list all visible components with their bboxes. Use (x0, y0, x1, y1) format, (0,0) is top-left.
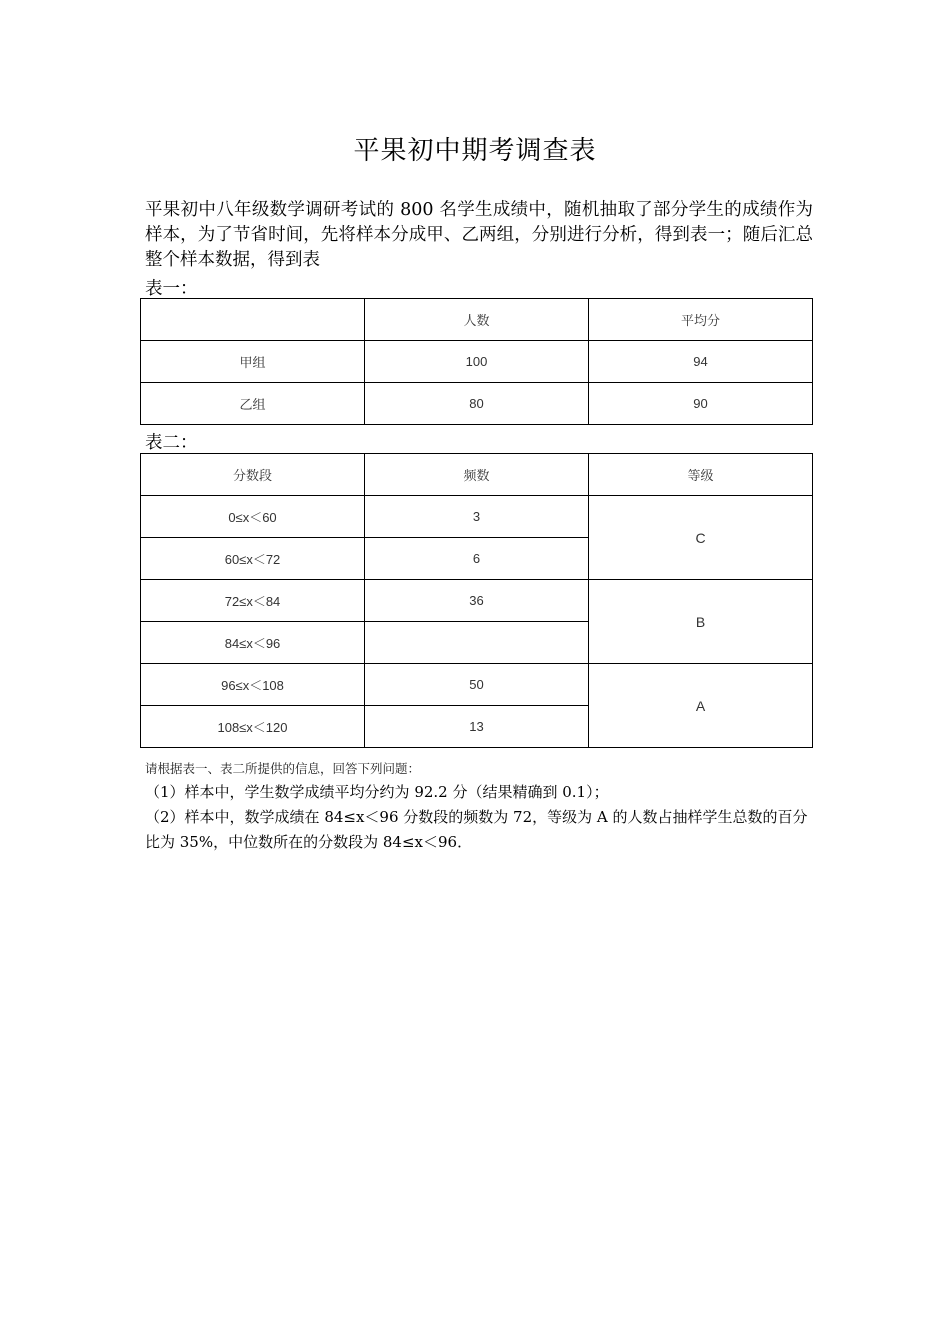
frequency-cell (365, 622, 589, 664)
intro-paragraph: 平果初中八年级数学调研考试的 800 名学生成绩中，随机抽取了部分学生的成绩作为样本，为了节省时间，先将样本分成甲、乙两组，分别进行分析，得到表一；随后汇总整个样本数据，得到表 (145, 200, 813, 270)
table1 (140, 298, 813, 425)
count-cell: 100 (365, 341, 589, 383)
average-cell: 90 (589, 383, 813, 425)
table2-caption: 表二： (145, 433, 198, 453)
answer-2: （2）样本中，数学成绩在 84≤x＜96 分数段的频数为 72，等级为 A 的人数占抽样学生总数的百分比为 35%，中位数所在的分数段为 84≤x＜96． (145, 808, 808, 851)
frequency-cell: 3 (365, 496, 589, 538)
table-row (141, 664, 813, 706)
grade-cell: B (589, 580, 813, 664)
table-header-cell (141, 299, 365, 341)
table1-caption: 表一： (145, 279, 198, 299)
count-cell: 80 (365, 383, 589, 425)
frequency-cell: 13 (365, 706, 589, 748)
score-range-cell: 60≤x＜72 (141, 538, 365, 580)
table-header-cell: 分数段 (141, 454, 365, 496)
table-row (141, 383, 813, 425)
table-header-cell: 平均分 (589, 299, 813, 341)
score-range-cell: 96≤x＜108 (141, 664, 365, 706)
instruction-note: 请根据表一、表二所提供的信息，回答下列问题： (145, 761, 421, 776)
table-header-cell: 人数 (365, 299, 589, 341)
answer-1: （1）样本中，学生数学成绩平均分约为 92.2 分（结果精确到 0.1）； (145, 783, 609, 801)
frequency-cell: 50 (365, 664, 589, 706)
average-cell: 94 (589, 341, 813, 383)
table-header-row (141, 454, 813, 496)
table-row (141, 496, 813, 538)
score-range-cell: 108≤x＜120 (141, 706, 365, 748)
frequency-cell: 36 (365, 580, 589, 622)
grade-cell: C (589, 496, 813, 580)
table-header-row (141, 299, 813, 341)
score-range-cell: 84≤x＜96 (141, 622, 365, 664)
table2 (140, 453, 813, 748)
frequency-cell: 6 (365, 538, 589, 580)
score-range-cell: 0≤x＜60 (141, 496, 365, 538)
score-range-cell: 72≤x＜84 (141, 580, 365, 622)
table-header-cell: 等级 (589, 454, 813, 496)
group-cell: 乙组 (141, 383, 365, 425)
table-row (141, 341, 813, 383)
group-cell: 甲组 (141, 341, 365, 383)
table-row (141, 580, 813, 622)
answers-section (145, 780, 813, 855)
page-title: 平果初中期考调查表 (353, 136, 597, 166)
table-header-cell: 频数 (365, 454, 589, 496)
grade-cell: A (589, 664, 813, 748)
